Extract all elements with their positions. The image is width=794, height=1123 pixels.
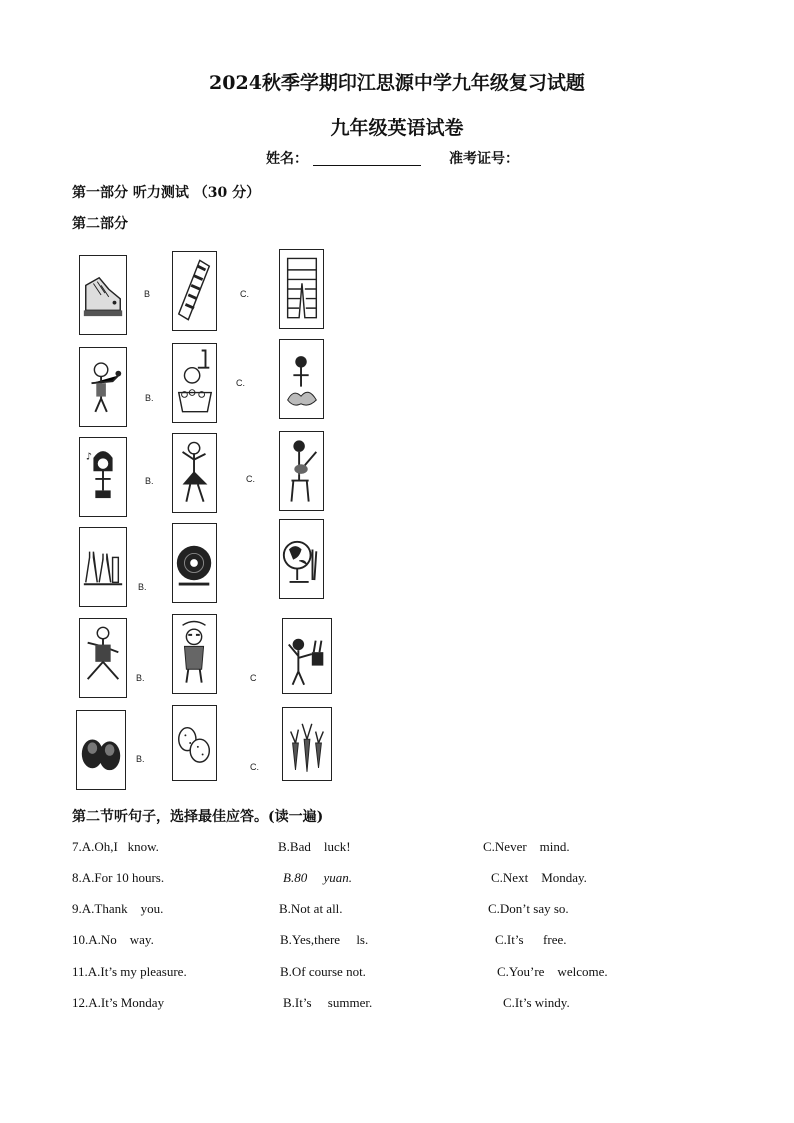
option-b-label: B.	[145, 393, 154, 403]
option-b-label: B.	[136, 754, 145, 764]
option-c-label: C.	[236, 378, 245, 388]
question-10-option-b[interactable]: B.Yes,there ls.	[280, 932, 369, 947]
potatoes-picture[interactable]	[172, 705, 217, 781]
option-c-label: C.	[250, 762, 259, 772]
name-blank[interactable]	[313, 165, 421, 166]
option-c-label: C	[250, 673, 257, 683]
scarf-picture[interactable]	[172, 251, 217, 331]
exam-subtitle: 九年级英语试卷	[330, 117, 464, 139]
leather-shoes-picture[interactable]	[76, 710, 126, 790]
part-two-heading: 第二部分	[72, 216, 128, 232]
question-11-option-c[interactable]: C.You’re welcome.	[497, 964, 608, 979]
question-8-option-c[interactable]: C.Next Monday.	[491, 870, 587, 885]
globe-picture[interactable]	[279, 519, 324, 599]
singing-girl-picture[interactable]	[79, 437, 127, 517]
part-one-heading: 第一部分 听力测试 （30 分）	[72, 185, 261, 201]
option-b-label: B	[144, 289, 151, 299]
question-7-option-a[interactable]: 7.A.Oh,I know.	[72, 839, 159, 854]
magician-picture[interactable]	[282, 618, 332, 694]
cooking-boy-picture[interactable]	[79, 347, 127, 427]
question-7-option-c[interactable]: C.Never mind.	[483, 839, 570, 854]
question-10-option-a[interactable]: 10.A.No way.	[72, 932, 154, 947]
vinyl-record-picture[interactable]	[172, 523, 217, 603]
guitar-player-picture[interactable]	[279, 431, 324, 511]
option-b-label: B.	[145, 476, 154, 486]
exam-title: 2024秋季学期印江思源中学九年级复习试题	[209, 72, 585, 94]
question-10-option-c[interactable]: C.It’s free.	[495, 932, 567, 947]
exam-number-label: 准考证号：	[449, 151, 519, 167]
question-9-option-c[interactable]: C.Don’t say so.	[488, 901, 569, 916]
option-b-label: B.	[136, 673, 145, 683]
question-11-option-b[interactable]: B.Of course not.	[280, 964, 366, 979]
peking-opera-picture[interactable]	[172, 614, 217, 694]
lab-flasks-picture[interactable]	[79, 527, 127, 607]
man-in-smoke-picture[interactable]	[279, 339, 324, 419]
pants-picture[interactable]	[279, 249, 324, 329]
question-9-option-a[interactable]: 9.A.Thank you.	[72, 901, 164, 916]
question-7-option-b[interactable]: B.Bad luck!	[278, 839, 351, 854]
carrots-picture[interactable]	[282, 707, 332, 781]
section-two-heading: 第二节听句子，选择最佳应答。(读一遍)	[72, 809, 324, 825]
option-c-label: C.	[246, 474, 255, 484]
dancing-girl-picture[interactable]	[172, 433, 217, 513]
question-8-option-a[interactable]: 8.A.For 10 hours.	[72, 870, 165, 885]
kung-fu-picture[interactable]	[79, 618, 127, 698]
question-12-option-b[interactable]: B.It’s summer.	[283, 995, 373, 1010]
bathing-child-picture[interactable]	[172, 343, 217, 423]
question-11-option-a[interactable]: 11.A.It’s my pleasure.	[72, 964, 187, 979]
option-b-label: B.	[138, 582, 147, 592]
question-9-option-b[interactable]: B.Not at all.	[279, 901, 343, 916]
name-label: 姓名：	[266, 151, 308, 167]
question-12-option-a[interactable]: 12.A.It’s Monday	[72, 995, 165, 1010]
option-c-label: C.	[240, 289, 249, 299]
svg-text:♪: ♪	[85, 451, 92, 463]
sneaker-picture[interactable]	[79, 255, 127, 335]
question-8-option-b[interactable]: B.80 yuan.	[283, 870, 352, 885]
question-12-option-c[interactable]: C.It’s windy.	[503, 995, 570, 1010]
